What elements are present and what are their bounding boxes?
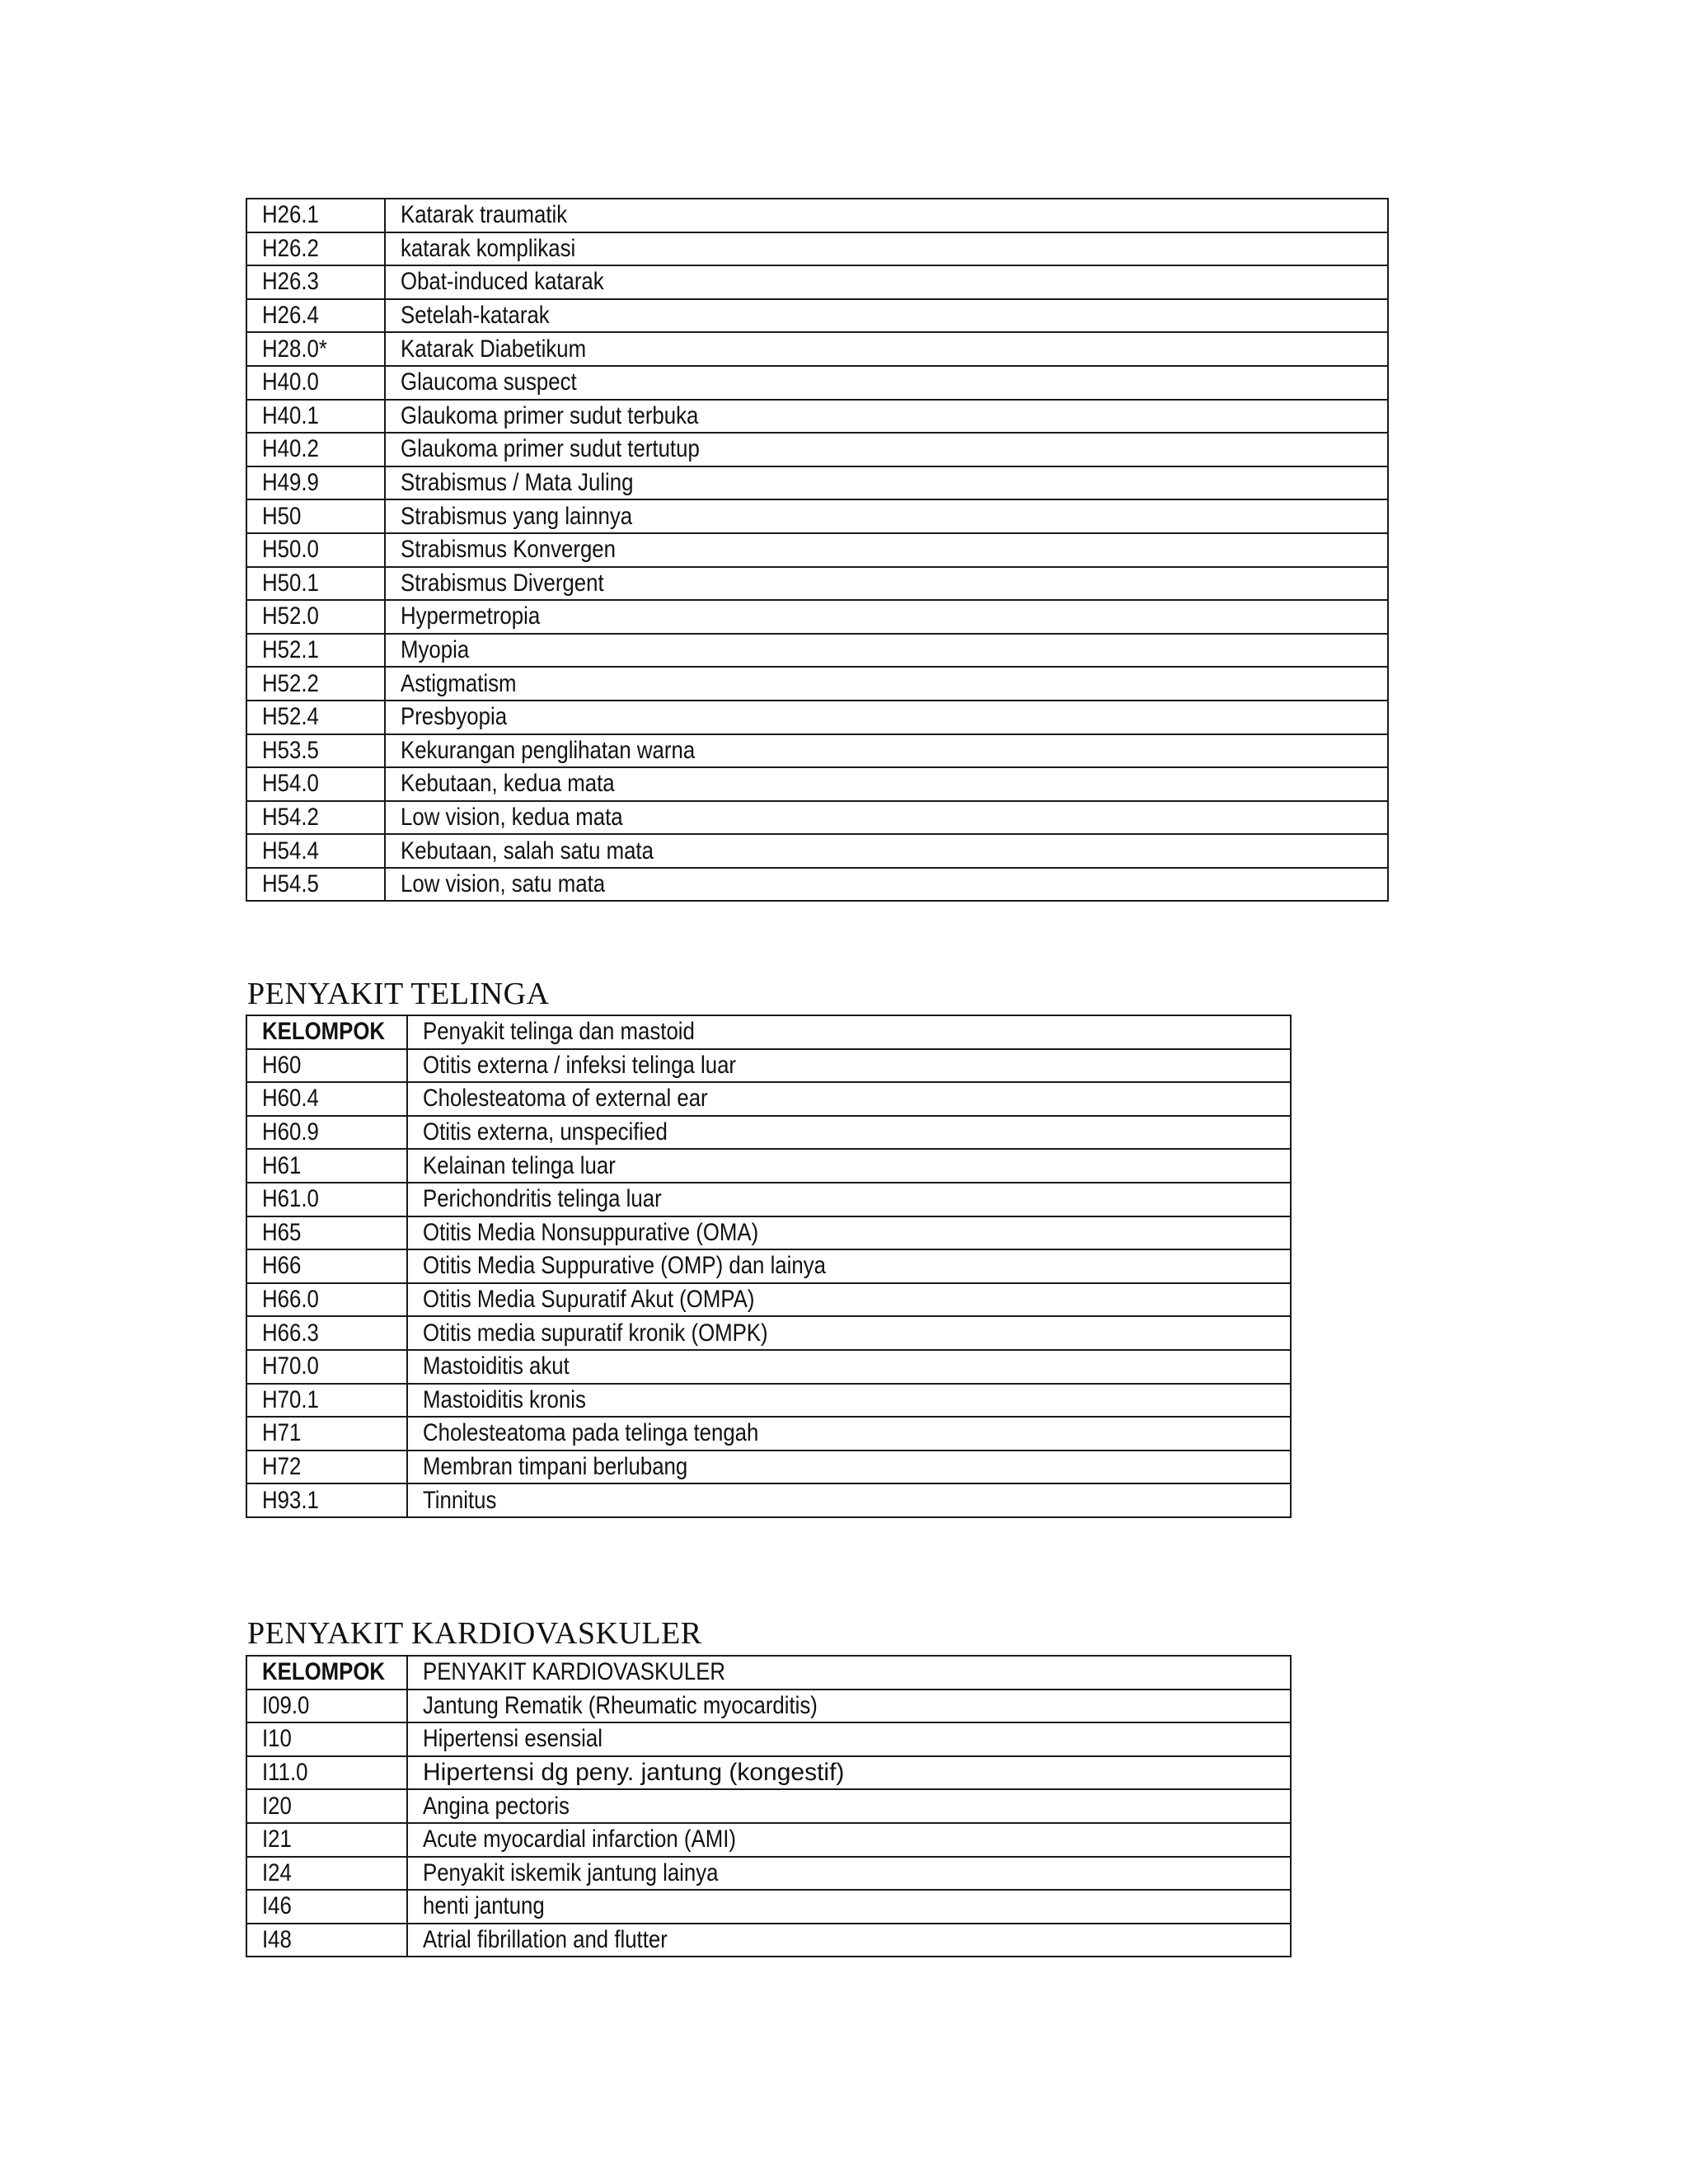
header-kelompok (246, 1656, 407, 1690)
icd-code-text: H66.3 (262, 1319, 319, 1347)
icd-code (246, 1483, 407, 1517)
diagnosis-name-text: Myopia (401, 636, 470, 664)
diagnosis-name-text: Tinnitus (423, 1486, 497, 1514)
diagnosis-name-text: Acute myocardial infarction (AMI) (423, 1825, 736, 1854)
table-row (246, 1149, 1291, 1183)
diagnosis-name-text: Katarak Diabetikum (401, 335, 587, 363)
table-penyakit-mata (246, 198, 1389, 902)
table-row (246, 1384, 1291, 1418)
icd-code (246, 1384, 407, 1418)
icd-code-text: H26.1 (262, 201, 319, 229)
diagnosis-name-text: Otitis externa, unspecified (423, 1118, 668, 1146)
icd-code (246, 232, 385, 266)
icd-code (246, 1789, 407, 1823)
diagnosis-name-text: Katarak traumatik (401, 201, 568, 229)
diagnosis-name (407, 1183, 1291, 1216)
section-title-kardiovaskuler: PENYAKIT KARDIOVASKULER (247, 1616, 702, 1651)
table-row (246, 767, 1388, 801)
icd-code (246, 1890, 407, 1924)
table-row (246, 667, 1388, 701)
table-row (246, 1283, 1291, 1317)
diagnosis-name (407, 1316, 1291, 1350)
diagnosis-name-text: Mastoiditis kronis (423, 1385, 586, 1413)
diagnosis-name (385, 634, 1388, 668)
icd-code (246, 1823, 407, 1857)
icd-code (246, 600, 385, 634)
diagnosis-name-text: Atrial fibrillation and flutter (423, 1926, 668, 1954)
diagnosis-name-text: Presbyopia (401, 703, 508, 731)
icd-code (246, 1451, 407, 1484)
icd-code (246, 1049, 407, 1083)
diagnosis-name-text: katarak komplikasi (401, 234, 576, 262)
diagnosis-name (407, 1082, 1291, 1116)
table-row (246, 834, 1388, 868)
icd-code (246, 1756, 407, 1790)
diagnosis-name-text: Hipertensi dg peny. jantung (kongestif) (423, 1759, 845, 1787)
diagnosis-name (407, 1823, 1291, 1857)
icd-code (246, 801, 385, 835)
icd-code (246, 1082, 407, 1116)
icd-code (246, 499, 385, 533)
icd-code-text: H49.9 (262, 469, 319, 497)
diagnosis-name (407, 1384, 1291, 1418)
table-row (246, 265, 1388, 299)
table-row (246, 1857, 1291, 1891)
table-row (246, 1082, 1291, 1116)
diagnosis-name-text: Membran timpani berlubang (423, 1453, 688, 1481)
icd-code (246, 1924, 407, 1957)
icd-code-text: I24 (262, 1858, 292, 1886)
icd-code (246, 834, 385, 868)
diagnosis-name-text: Strabismus Konvergen (401, 536, 617, 564)
diagnosis-name (407, 1924, 1291, 1957)
diagnosis-name-text: Setelah-katarak (401, 302, 550, 330)
table-row (246, 1924, 1291, 1957)
table-row (246, 567, 1388, 601)
diagnosis-name (385, 600, 1388, 634)
diagnosis-name (407, 1451, 1291, 1484)
table-row (246, 701, 1388, 734)
icd-code-text: H72 (262, 1453, 302, 1481)
diagnosis-name (385, 400, 1388, 434)
icd-code (246, 433, 385, 466)
table-row (246, 533, 1388, 567)
icd-code-text: H53.5 (262, 736, 319, 764)
icd-code-text: I11.0 (262, 1759, 308, 1787)
table-row (246, 1316, 1291, 1350)
icd-code (246, 567, 385, 601)
diagnosis-name-text: henti jantung (423, 1892, 545, 1920)
diagnosis-name-text: Glaukoma primer sudut terbuka (401, 401, 699, 429)
diagnosis-name-text: Kebutaan, kedua mata (401, 770, 615, 798)
table-header-row (246, 1656, 1291, 1690)
icd-code-text: H28.0* (262, 335, 327, 363)
table-row (246, 1451, 1291, 1484)
diagnosis-name-text: Otitis externa / infeksi telinga luar (423, 1051, 737, 1079)
icd-code-text: H60.4 (262, 1085, 319, 1113)
icd-code-text: H50.0 (262, 536, 319, 564)
table-row (246, 1049, 1291, 1083)
diagnosis-name (407, 1149, 1291, 1183)
icd-code-text: I09.0 (262, 1691, 310, 1719)
diagnosis-name (407, 1890, 1291, 1924)
icd-code (246, 1116, 407, 1150)
icd-code (246, 667, 385, 701)
icd-code (246, 1149, 407, 1183)
diagnosis-name (385, 701, 1388, 734)
icd-code-text: H54.4 (262, 837, 319, 865)
diagnosis-name (407, 1417, 1291, 1451)
diagnosis-name-text: Strabismus yang lainnya (401, 502, 633, 530)
table-penyakit-kardiovaskuler (246, 1655, 1292, 1957)
table-row (246, 1417, 1291, 1451)
diagnosis-name-text: Perichondritis telinga luar (423, 1185, 662, 1213)
diagnosis-name (407, 1789, 1291, 1823)
table-row (246, 433, 1388, 466)
diagnosis-name-text: Penyakit iskemik jantung lainya (423, 1858, 719, 1886)
icd-code (246, 701, 385, 734)
diagnosis-name (407, 1283, 1291, 1317)
icd-code-text: I20 (262, 1792, 292, 1820)
icd-code-text: H50.1 (262, 569, 319, 597)
icd-code (246, 734, 385, 768)
icd-code (246, 332, 385, 366)
table-row (246, 801, 1388, 835)
icd-code-text: H60.9 (262, 1118, 319, 1146)
table-row (246, 466, 1388, 500)
diagnosis-name (385, 667, 1388, 701)
icd-code-text: H71 (262, 1419, 302, 1447)
icd-code-text: H26.3 (262, 268, 319, 296)
table-row (246, 400, 1388, 434)
icd-code-text: H61 (262, 1151, 302, 1179)
icd-code (246, 1350, 407, 1384)
header-kelompok (246, 1015, 407, 1049)
icd-code (246, 1283, 407, 1317)
icd-code (246, 1417, 407, 1451)
diagnosis-name (385, 834, 1388, 868)
icd-code-text: H54.5 (262, 870, 319, 898)
table-row (246, 1350, 1291, 1384)
icd-code-text: H40.2 (262, 435, 319, 463)
icd-code (246, 1690, 407, 1723)
icd-code-text: H60 (262, 1051, 302, 1079)
table-row (246, 1789, 1291, 1823)
table-row (246, 1249, 1291, 1283)
header-kelompok-text: KELOMPOK (262, 1018, 386, 1046)
icd-code-text: H70.1 (262, 1385, 319, 1413)
diagnosis-name-text: Obat-induced katarak (401, 268, 604, 296)
table-row (246, 1690, 1291, 1723)
diagnosis-name (385, 567, 1388, 601)
icd-code-text: I48 (262, 1926, 292, 1954)
table-row (246, 366, 1388, 400)
diagnosis-name (385, 366, 1388, 400)
icd-code (246, 1857, 407, 1891)
table-row (246, 199, 1388, 232)
header-title-text: Penyakit telinga dan mastoid (423, 1018, 695, 1046)
table-row (246, 499, 1388, 533)
diagnosis-name-text: Otitis Media Supuratif Akut (OMPA) (423, 1286, 755, 1314)
icd-code (246, 1183, 407, 1216)
header-title (407, 1015, 1291, 1049)
diagnosis-name-text: Cholesteatoma of external ear (423, 1085, 708, 1113)
diagnosis-name (385, 299, 1388, 333)
table-penyakit-telinga (246, 1015, 1292, 1518)
icd-code-text: H52.1 (262, 636, 319, 664)
table-header-row (246, 1015, 1291, 1049)
icd-code-text: H26.2 (262, 234, 319, 262)
diagnosis-name (385, 232, 1388, 266)
diagnosis-name-text: Angina pectoris (423, 1792, 570, 1820)
icd-code-text: H70.0 (262, 1352, 319, 1380)
icd-code-text: H65 (262, 1218, 302, 1246)
diagnosis-name-text: Hipertensi esensial (423, 1725, 603, 1753)
diagnosis-name-text: Glaucoma suspect (401, 368, 577, 396)
diagnosis-name-text: Otitis media supuratif kronik (OMPK) (423, 1319, 768, 1347)
icd-code-text: H54.0 (262, 770, 319, 798)
icd-code (246, 533, 385, 567)
icd-code-text: I46 (262, 1892, 292, 1920)
icd-code (246, 767, 385, 801)
diagnosis-name (385, 734, 1388, 768)
table-row (246, 1116, 1291, 1150)
icd-code-text: H40.0 (262, 368, 319, 396)
icd-code (246, 868, 385, 902)
icd-code-text: H66.0 (262, 1286, 319, 1314)
icd-code (246, 634, 385, 668)
table-row (246, 868, 1388, 902)
table-row (246, 1890, 1291, 1924)
icd-code-text: H52.0 (262, 602, 319, 630)
table-row (246, 1823, 1291, 1857)
diagnosis-name-text: Jantung Rematik (Rheumatic myocarditis) (423, 1691, 818, 1719)
icd-code (246, 265, 385, 299)
icd-code (246, 1216, 407, 1250)
table-row (246, 299, 1388, 333)
header-title (407, 1656, 1291, 1690)
table-row (246, 1183, 1291, 1216)
icd-code-text: H26.4 (262, 302, 319, 330)
icd-code (246, 466, 385, 500)
table-row (246, 1722, 1291, 1756)
icd-code-text: H52.4 (262, 703, 319, 731)
table-row (246, 232, 1388, 266)
diagnosis-name-text: Otitis Media Suppurative (OMP) dan lainya (423, 1252, 826, 1280)
diagnosis-name-text: Astigmatism (401, 669, 517, 697)
table-row (246, 1216, 1291, 1250)
diagnosis-name-text: Kebutaan, salah satu mata (401, 837, 654, 865)
icd-code (246, 199, 385, 232)
diagnosis-name (385, 499, 1388, 533)
diagnosis-name-text: Otitis Media Nonsuppurative (OMA) (423, 1218, 759, 1246)
diagnosis-name (407, 1690, 1291, 1723)
table-row (246, 600, 1388, 634)
diagnosis-name (385, 199, 1388, 232)
diagnosis-name-text: Mastoiditis akut (423, 1352, 570, 1380)
diagnosis-name-text: Low vision, satu mata (401, 870, 606, 898)
icd-code-text: H61.0 (262, 1185, 319, 1213)
diagnosis-name (385, 801, 1388, 835)
icd-code-text: H66 (262, 1252, 302, 1280)
icd-code-text: I10 (262, 1725, 292, 1753)
icd-code-text: I21 (262, 1825, 292, 1854)
diagnosis-name (385, 868, 1388, 902)
table-row (246, 734, 1388, 768)
diagnosis-name-text: Cholesteatoma pada telinga tengah (423, 1419, 759, 1447)
header-title-text: PENYAKIT KARDIOVASKULER (423, 1658, 726, 1686)
table-row (246, 332, 1388, 366)
table-row (246, 634, 1388, 668)
icd-code (246, 400, 385, 434)
diagnosis-name (407, 1249, 1291, 1283)
header-kelompok-text: KELOMPOK (262, 1658, 386, 1686)
diagnosis-name (407, 1116, 1291, 1150)
diagnosis-name-text: Strabismus Divergent (401, 569, 604, 597)
diagnosis-name (407, 1756, 1291, 1790)
diagnosis-name (385, 533, 1388, 567)
diagnosis-name (385, 466, 1388, 500)
icd-code (246, 299, 385, 333)
diagnosis-name-text: Kekurangan penglihatan warna (401, 736, 696, 764)
diagnosis-name (385, 767, 1388, 801)
diagnosis-name (407, 1857, 1291, 1891)
icd-code-text: H40.1 (262, 401, 319, 429)
diagnosis-name (407, 1049, 1291, 1083)
icd-code-text: H50 (262, 502, 302, 530)
diagnosis-name (407, 1350, 1291, 1384)
diagnosis-name (407, 1483, 1291, 1517)
diagnosis-name-text: Low vision, kedua mata (401, 803, 623, 831)
diagnosis-name-text: Kelainan telinga luar (423, 1151, 616, 1179)
icd-code-text: H93.1 (262, 1486, 319, 1514)
diagnosis-name-text: Glaukoma primer sudut tertutup (401, 435, 700, 463)
table-row (246, 1483, 1291, 1517)
diagnosis-name (407, 1722, 1291, 1756)
icd-code (246, 1722, 407, 1756)
diagnosis-name-text: Hypermetropia (401, 602, 541, 630)
diagnosis-name (385, 433, 1388, 466)
section-title-telinga: PENYAKIT TELINGA (247, 977, 550, 1011)
icd-code-text: H54.2 (262, 803, 319, 831)
icd-code (246, 1249, 407, 1283)
icd-code-text: H52.2 (262, 669, 319, 697)
icd-code (246, 366, 385, 400)
diagnosis-name (385, 265, 1388, 299)
diagnosis-name-text: Strabismus / Mata Juling (401, 469, 634, 497)
diagnosis-name (407, 1216, 1291, 1250)
diagnosis-name (385, 332, 1388, 366)
table-row (246, 1756, 1291, 1790)
icd-code (246, 1316, 407, 1350)
